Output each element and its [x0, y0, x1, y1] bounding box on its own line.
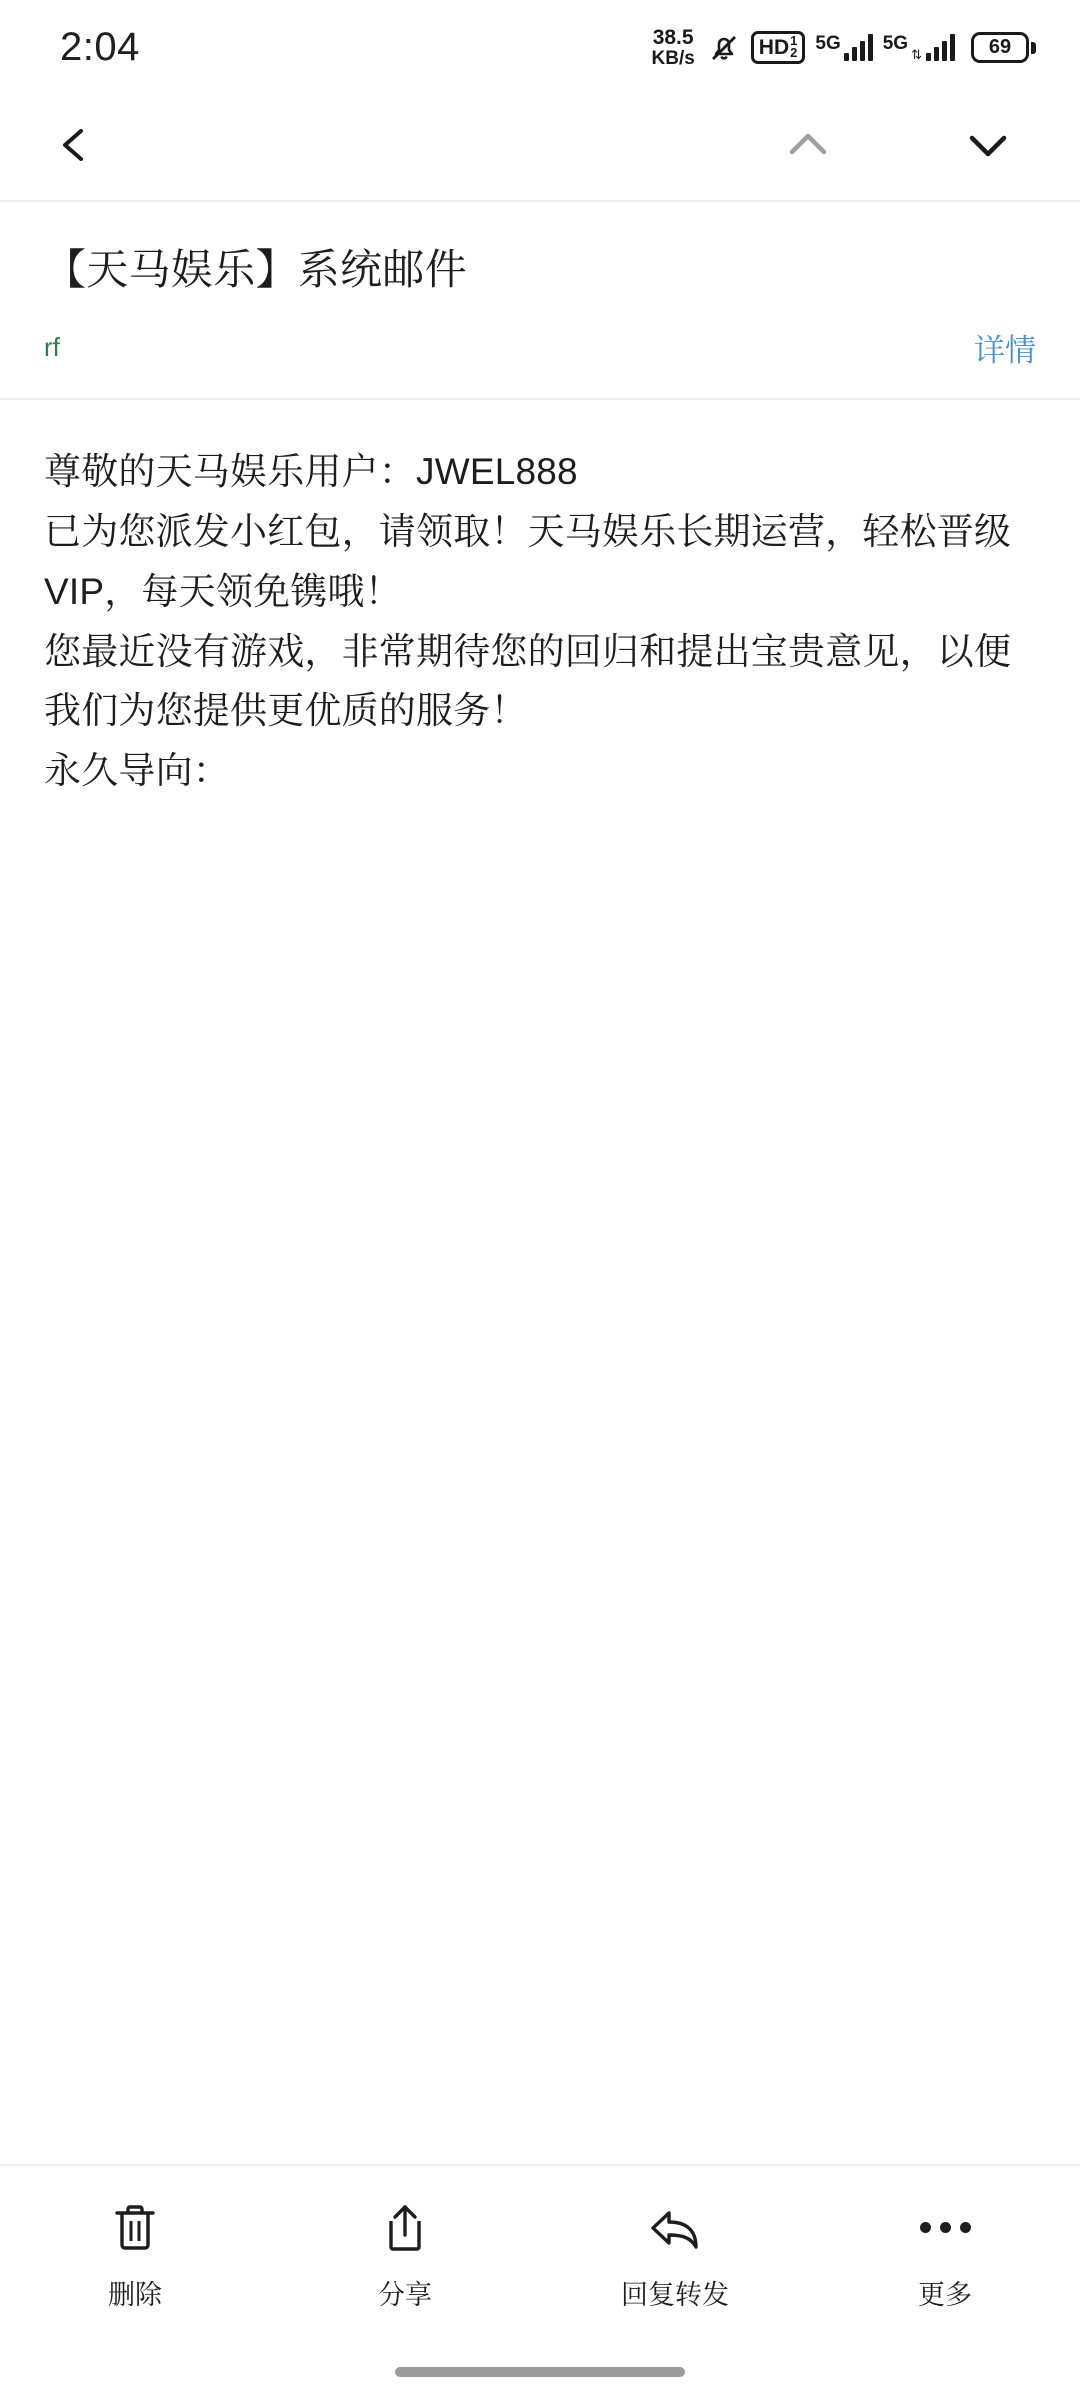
hd-badge-sub	[790, 32, 798, 60]
hd-badge-sub-top: 1	[790, 32, 798, 48]
delete-button[interactable]	[0, 2199, 270, 2312]
battery-tip	[1031, 42, 1036, 54]
mail-sender: rf	[44, 331, 60, 362]
share-label: 分享	[378, 2279, 432, 2310]
sim2-signal-indicator	[883, 34, 955, 61]
hd-badge-sub-bottom: 2	[790, 45, 798, 60]
mail-pager	[768, 108, 1028, 188]
status-bar	[0, 0, 1080, 95]
mail-meta-row	[44, 325, 1036, 398]
trash-icon	[111, 2199, 159, 2257]
reply-forward-button[interactable]	[540, 2199, 810, 2312]
network-speed-indicator	[652, 27, 695, 68]
mail-detail-link[interactable]: 详情	[974, 332, 1036, 368]
mail-body-line: 您最近没有游戏，非常期待您的回归和提出宝贵意见，以便我们为您提供更优质的服务！	[44, 630, 1012, 732]
network-speed-unit: KB/s	[651, 47, 695, 69]
more-label: 更多	[918, 2279, 972, 2310]
previous-mail-button[interactable]	[768, 108, 848, 188]
sim1-network-label: 5G	[815, 33, 841, 54]
mail-body-line: 永久导向：	[44, 750, 230, 792]
home-indicator[interactable]	[395, 2367, 685, 2377]
next-mail-button[interactable]	[948, 108, 1028, 188]
sim1-signal-indicator	[815, 34, 872, 61]
chevron-down-icon	[962, 119, 1014, 176]
bottom-toolbar-area	[0, 2164, 1080, 2400]
data-transfer-arrows-icon: ⇅	[911, 47, 922, 62]
status-clock: 2:04	[60, 25, 140, 69]
home-indicator-area	[0, 2344, 1080, 2400]
mail-header	[0, 202, 1080, 398]
more-button[interactable]	[810, 2199, 1080, 2312]
share-button[interactable]	[270, 2199, 540, 2312]
delete-label: 删除	[108, 2279, 162, 2310]
sim2-network-label: 5G	[882, 33, 909, 54]
mail-body-line: 尊敬的天马娱乐用户：JWEL888	[44, 450, 578, 492]
navigation-bar	[0, 95, 1080, 200]
battery-indicator	[971, 32, 1036, 63]
sim1-signal-bars-icon	[844, 34, 873, 61]
hd-voice-badge	[751, 31, 806, 65]
share-icon	[381, 2199, 429, 2257]
status-icons	[652, 27, 1037, 68]
battery-percent-label: 69	[988, 36, 1012, 58]
network-speed-value: 38.5	[652, 26, 694, 50]
bell-muted-icon	[707, 31, 741, 65]
mail-body	[0, 400, 1080, 802]
chevron-up-icon	[782, 119, 834, 176]
reply-forward-label: 回复转发	[621, 2279, 729, 2310]
back-button[interactable]	[40, 113, 110, 183]
mail-subject: 【天马娱乐】系统邮件	[44, 246, 468, 293]
mail-body-line: 已为您派发小红包，请领取！天马娱乐长期运营，轻松晋级VIP，每天领免镌哦！	[44, 510, 1012, 612]
battery-icon	[971, 32, 1029, 63]
mail-action-toolbar	[0, 2166, 1080, 2344]
sim2-signal-bars-icon	[926, 34, 955, 61]
hd-badge-label: HD	[758, 35, 790, 59]
reply-icon	[647, 2199, 703, 2257]
more-dots-icon	[920, 2199, 971, 2257]
chevron-left-icon	[53, 123, 97, 172]
